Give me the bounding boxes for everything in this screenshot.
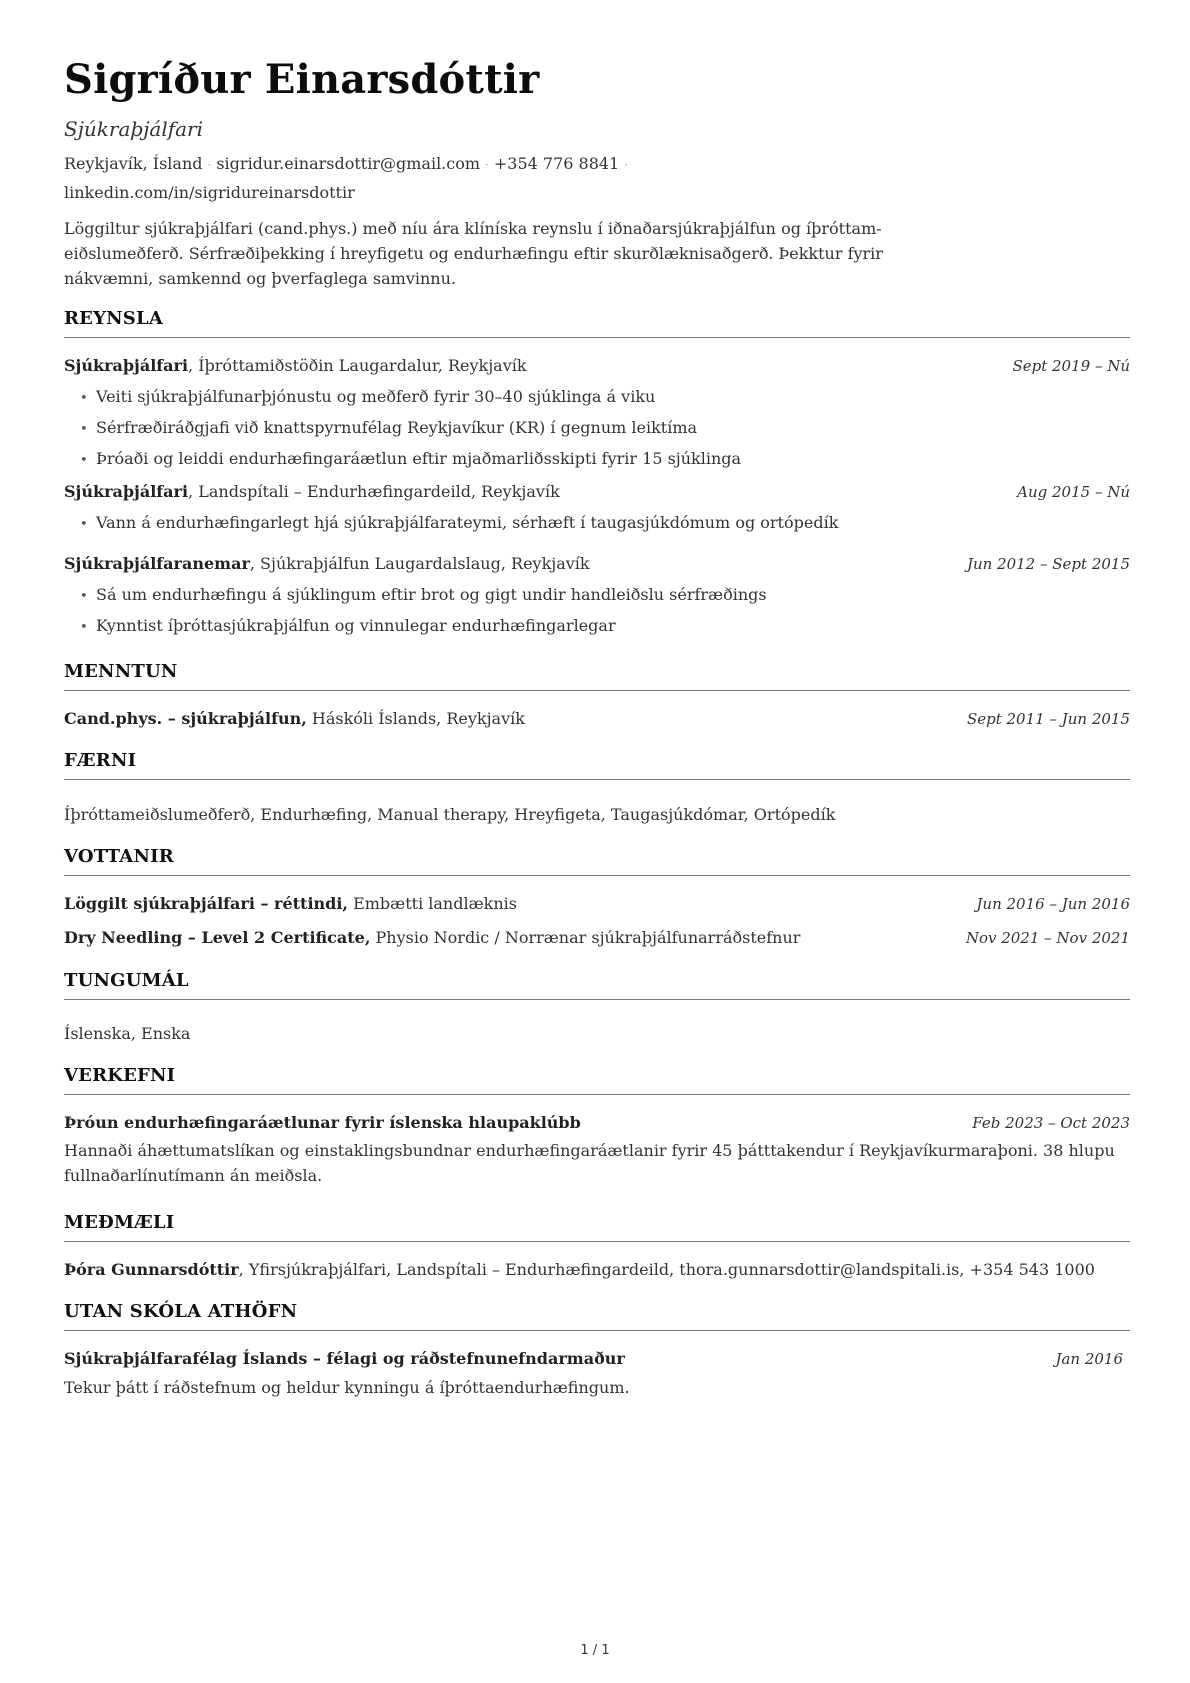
certification-issuer: Physio Nordic / Norrænar sjúkraþjálfunarráðstefnur <box>370 928 801 947</box>
certification-entry <box>64 893 1130 915</box>
job-title: Sjúkraþjálfari <box>64 482 189 501</box>
experience-entry <box>64 481 1130 503</box>
section-heading-projects: VERKEFNI <box>64 1065 1130 1095</box>
certification-date: Jun 2016 – Jun 2016 <box>976 895 1130 913</box>
contact-info <box>64 150 764 207</box>
project-description: Hannaði áhættumatslíkan og einstaklingsbundnar endurhæfingaráætlanir fyrir 45 þátttakendur í Reykjavíkurmaraþoni. 38 hlupu fullnaðarlínutímann án meiðsla. <box>64 1141 1115 1185</box>
certification-name: Löggilt sjúkraþjálfari – réttindi, <box>64 894 348 913</box>
reference-details: , Yfirsjúkraþjálfari, Landspítali – Endurhæfingardeild, thora.gunnarsdottir@landspitali.is, +354 543 1000 <box>238 1260 1095 1279</box>
job-title: Sjúkraþjálfari <box>64 356 189 375</box>
reference-entry <box>64 1259 1130 1281</box>
job-org: , Íþróttamiðstöðin Laugardalur, Reykjavík <box>188 356 527 375</box>
page-indicator: 1 / 1 <box>580 1643 610 1658</box>
section-heading-skills: FÆRNI <box>64 750 1130 780</box>
email-link[interactable]: sigridur.einarsdottir@gmail.com <box>216 154 481 173</box>
bullet-item: • Vann á endurhæfingarlegt hjá sjúkraþjálfarateymi, sérhæft í taugasjúkdómum og ortópedík <box>80 508 838 539</box>
certification-entry <box>64 927 1130 949</box>
degree: Cand.phys. – sjúkraþjálfun, <box>64 709 307 728</box>
bullet-item: • Þróaði og leiddi endurhæfingaráætlun eftir mjaðmarliðsskipti fyrir 15 sjúklinga <box>80 444 741 475</box>
experience-entry <box>64 553 1130 575</box>
bullet-item: • Kynntist íþróttasjúkraþjálfun og vinnulegar endurhæfingarlegar <box>80 611 767 642</box>
job-date: Jun 2012 – Sept 2015 <box>966 555 1130 573</box>
activity-date: Jan 2016 <box>1055 1350 1123 1368</box>
separator: · <box>207 158 212 172</box>
section-heading-education: MENNTUN <box>64 661 1130 691</box>
project-title: Þróun endurhæfingaráætlunar fyrir íslenska hlaupaklúbb <box>64 1113 581 1132</box>
job-date: Aug 2015 – Nú <box>1017 483 1130 501</box>
location: Reykjavík, Ísland <box>64 154 203 173</box>
section-heading-experience: REYNSLA <box>64 308 1130 338</box>
section-heading-certifications: VOTTANIR <box>64 846 1130 876</box>
project-date: Feb 2023 – Oct 2023 <box>972 1114 1130 1132</box>
job-date: Sept 2019 – Nú <box>1012 357 1130 375</box>
job-org: , Sjúkraþjálfun Laugardalslaug, Reykjavík <box>249 554 590 573</box>
linkedin-link[interactable]: linkedin.com/in/sigridureinarsdottir <box>64 183 355 202</box>
job-bullets <box>80 580 767 642</box>
section-heading-extracurricular: UTAN SKÓLA ATHÖFN <box>64 1301 1130 1331</box>
certification-issuer: Embætti landlæknis <box>347 894 517 913</box>
candidate-name: Sigríður Einarsdóttir <box>64 56 540 103</box>
section-heading-languages: TUNGUMÁL <box>64 970 1130 1000</box>
extracurricular-entry <box>64 1348 1130 1370</box>
bullet-item: • Veiti sjúkraþjálfunarþjónustu og meðferð fyrir 30–40 sjúklinga á viku <box>80 382 741 413</box>
education-entry <box>64 708 1130 730</box>
bullet-item: • Sérfræðiráðgjafi við knattspyrnufélag Reykjavíkur (KR) í gegnum leiktíma <box>80 413 741 444</box>
school: Háskóli Íslands, Reykjavík <box>306 709 525 728</box>
phone: +354 776 8841 <box>493 154 620 173</box>
summary: Löggiltur sjúkraþjálfari (cand.phys.) með níu ára klíníska reynslu í iðnaðarsjúkraþjálfun og íþróttameiðslumeðferð. Sérfræðiþekking í hreyfigetu og endurhæfingu eftir skurðlæknisaðgerð. Þekktur fyrir nákvæmni, samkennd og þverfaglega samvinnu. <box>64 219 883 288</box>
candidate-title: Sjúkraþjálfari <box>64 117 203 141</box>
section-heading-references: MEÐMÆLI <box>64 1212 1130 1242</box>
languages-list: Íslenska, Enska <box>64 1024 191 1043</box>
bullet-item: • Sá um endurhæfingu á sjúklingum eftir brot og gigt undir handleiðslu sérfræðings <box>80 580 767 611</box>
job-title: Sjúkraþjálfaranemar <box>64 554 250 573</box>
project-entry <box>64 1112 1130 1134</box>
separator: · <box>485 158 489 172</box>
skills-list: Íþróttameiðslumeðferð, Endurhæfing, Manual therapy, Hreyfigeta, Taugasjúkdómar, Ortópedík <box>64 805 836 824</box>
separator: · <box>624 158 629 172</box>
activity-title: Sjúkraþjálfarafélag Íslands – félagi og ráðstefnunefndarmaður <box>64 1349 625 1368</box>
certification-date: Nov 2021 – Nov 2021 <box>965 929 1130 947</box>
activity-description: Tekur þátt í ráðstefnum og heldur kynningu á íþróttaendurhæfingum. <box>64 1378 630 1397</box>
education-date: Sept 2011 – Jun 2015 <box>966 710 1130 728</box>
job-bullets <box>80 382 741 475</box>
job-org: , Landspítali – Endurhæfingardeild, Reykjavík <box>188 482 560 501</box>
reference-name: Þóra Gunnarsdóttir <box>64 1260 239 1279</box>
experience-entry <box>64 355 1130 377</box>
certification-name: Dry Needling – Level 2 Certificate, <box>64 928 371 947</box>
job-bullets <box>80 508 838 539</box>
